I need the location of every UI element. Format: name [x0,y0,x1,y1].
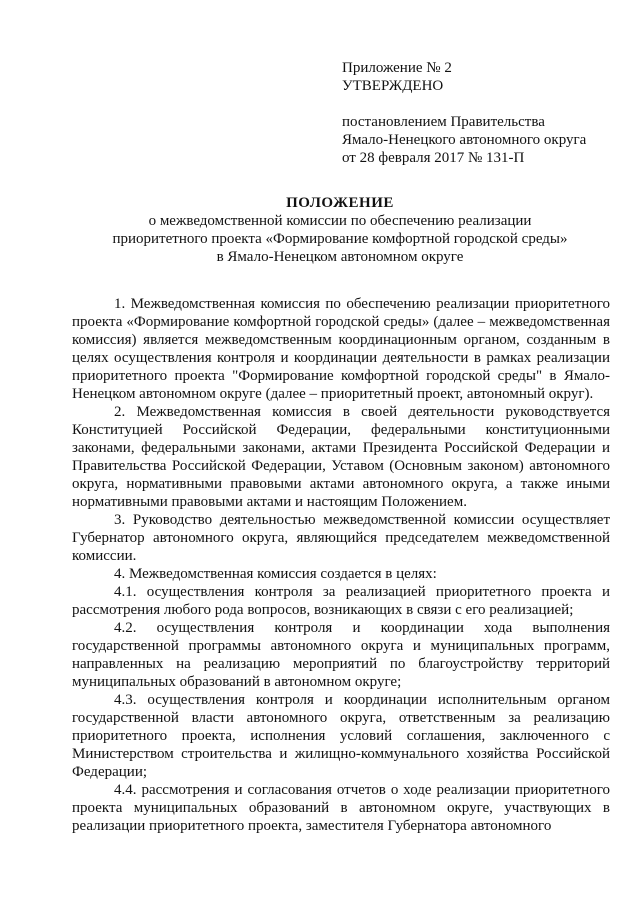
paragraph-1: 1. Межведомственная комиссия по обеспечению реализации приоритетного проекта «Формирование комфортной городской среды» (далее – межведомственная комиссия) является межведомственным координационным органом, созданным в целях осуществления контроля и координации деятельности в рамках реализации приоритетного проекта "Формирование комфортной городской среды" в Ямало-Ненецком автономном округе (далее – приоритетный проект, автономный округ). [72,296,610,402]
paragraph-4-2: 4.2. осуществления контроля и координации хода выполнения государственной программы автономного округа и муниципальных программ, направленных на реализацию мероприятий по благоустройству территорий муниципальных образований в автономном округе; [72,620,610,690]
spacer [342,95,622,113]
appendix-number: Приложение № 2 [342,60,452,76]
paragraph-3: 3. Руководство деятельностью межведомственной комиссии осуществляет Губернатор автономного округа, являющийся председателем межведомственной комиссии. [72,512,610,564]
document-subtitle-line-2: приоритетного проекта «Формирование комфортной городской среды» [112,231,568,247]
approval-block [342,59,622,167]
approval-line-1: постановлением Правительства [342,114,545,130]
paragraph-4-3: 4.3. осуществления контроля и координации исполнительным органом государственной власти автономного округа, ответственным за реализацию приоритетного проекта, исполнения условий соглашения, заключенного с Министерством строительства и жилищно-коммунального хозяйства Российской Федерации; [72,692,610,780]
document-subtitle-line-1: о межведомственной комиссии по обеспечению реализации [148,213,532,229]
paragraph-2: 2. Межведомственная комиссия в своей деятельности руководствуется Конституцией Российской Федерации, федеральными конституционными законами, федеральными законами, актами Президента Российской Федерации и Правительства Российской Федерации, Уставом (Основным законом) автономного округа, нормативными правовыми актами автономного округа, а также иными нормативными правовыми актами и настоящим Положением. [72,404,610,510]
document-body [72,295,610,835]
paragraph-4-1: 4.1. осуществления контроля за реализацией приоритетного проекта и рассмотрения любого рода вопросов, возникающих в связи с его реализацией; [72,584,610,618]
document-title-block [70,194,610,266]
approved-stamp-text: УТВЕРЖДЕНО [342,78,444,94]
paragraph-4: 4. Межведомственная комиссия создается в целях: [114,566,437,582]
document-subtitle-line-3: в Ямало-Ненецком автономном округе [216,249,464,265]
document-title: ПОЛОЖЕНИЕ [286,195,394,211]
paragraph-4-4: 4.4. рассмотрения и согласования отчетов о ходе реализации приоритетного проекта муниципальных образований в автономном округе, участвующих в реализации приоритетного проекта, заместителя Губернатора автономного [72,782,610,834]
approval-line-3: от 28 февраля 2017 № 131-П [342,150,525,166]
approval-line-2: Ямало-Ненецкого автономного округа [342,132,587,148]
